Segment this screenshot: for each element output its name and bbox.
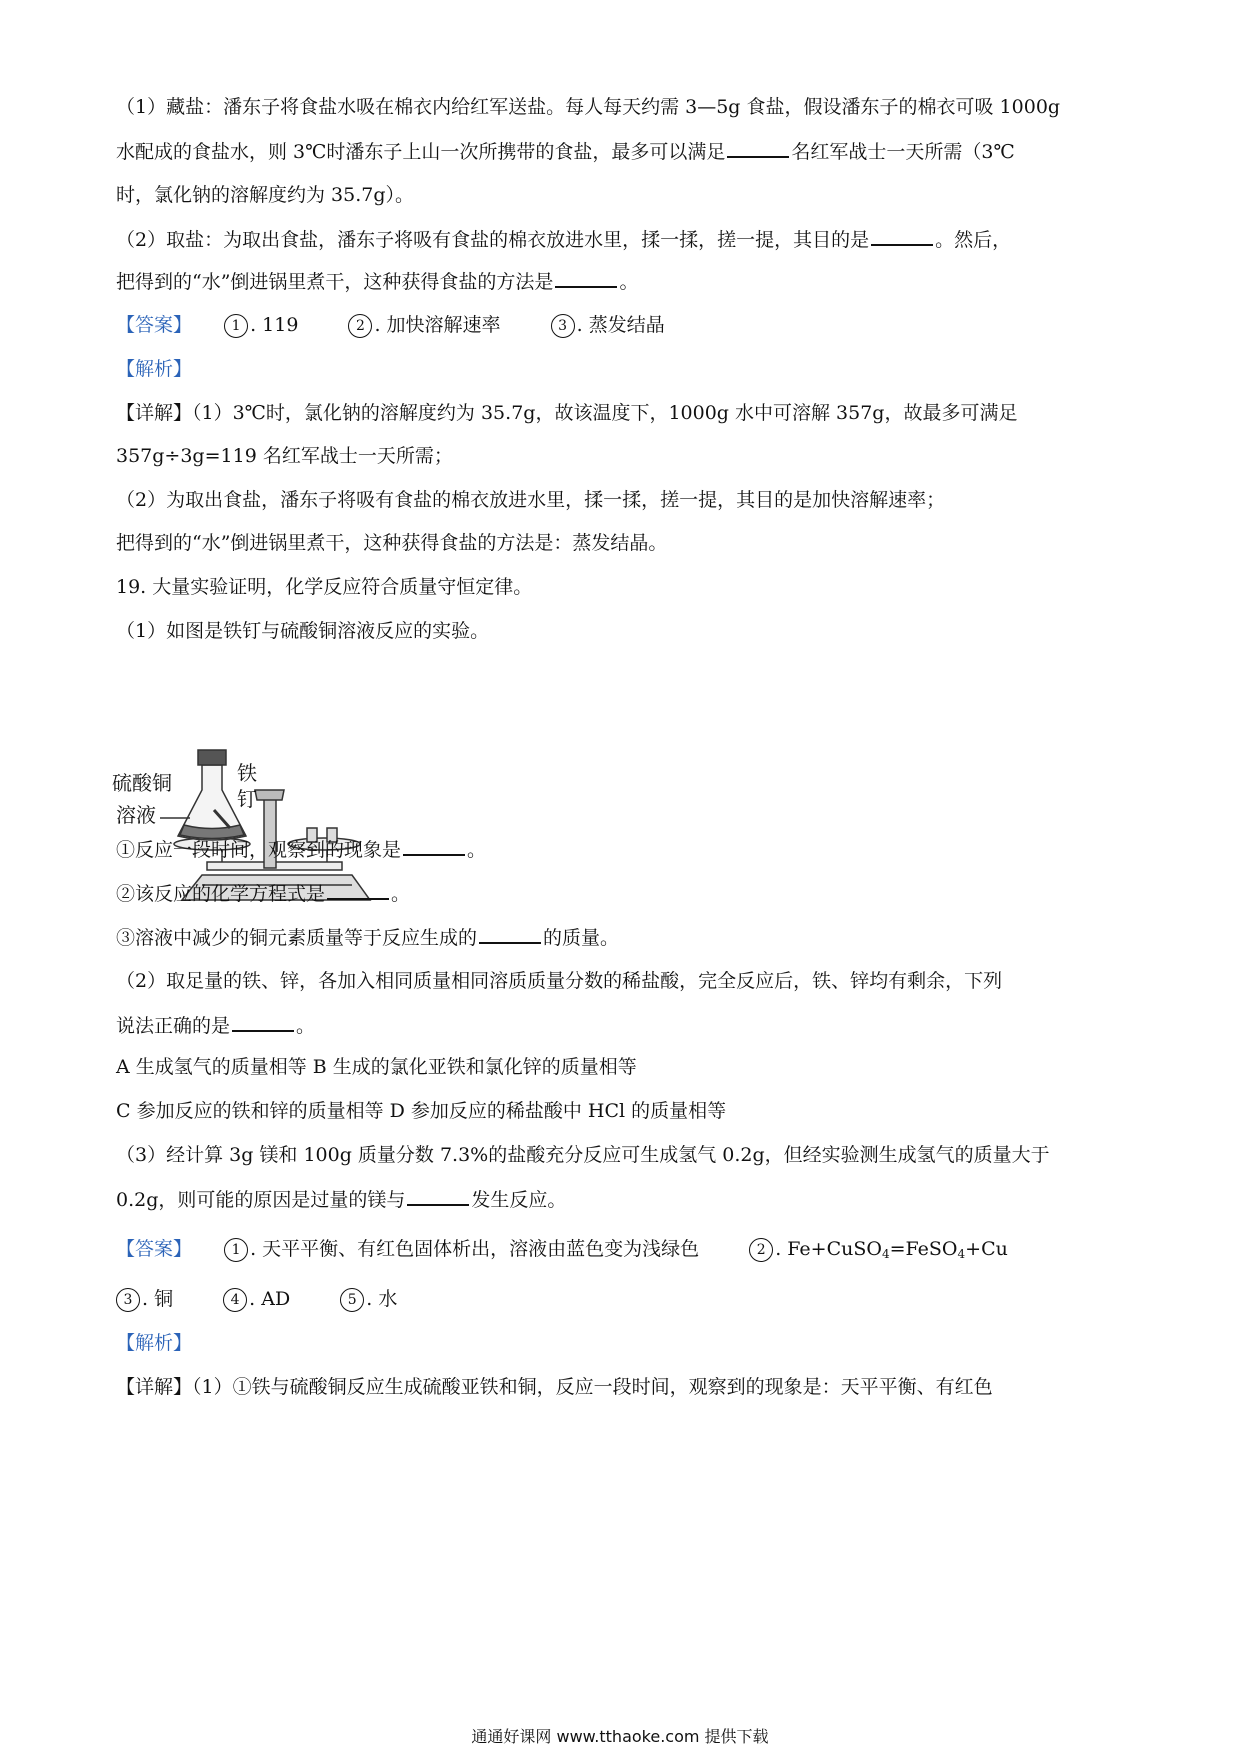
answer-blank[interactable]: [555, 266, 617, 288]
figure-label: 钉: [237, 787, 257, 811]
q18-answer-line: [116, 310, 1130, 340]
text: 把得到的“水”倒进锅里煮干，这种获得食盐的方法是: [116, 271, 554, 293]
page-footer: 通通好课网 www.tthaoke.com 提供下载: [471, 1727, 769, 1746]
q18-part2-line2: [116, 266, 1130, 297]
answer-blank[interactable]: [407, 1184, 469, 1206]
q19-answer-line2: [116, 1284, 1130, 1314]
q18-part1-line2: [116, 136, 1130, 167]
answer-text: . 加快溶解速率: [374, 314, 501, 336]
answer-text: . 119: [250, 314, 299, 336]
answer-item: [224, 314, 298, 336]
subscript: 4: [957, 1247, 966, 1261]
q19-part2-line2: [116, 1010, 1130, 1041]
q19-analysis-tag: [116, 1328, 1130, 1358]
text: 。: [296, 1015, 316, 1037]
answer-text: . 水: [366, 1288, 398, 1310]
text: 。然后，: [935, 229, 1012, 251]
answer-item: [348, 314, 500, 336]
circled-number: 2: [348, 314, 372, 338]
q18-detail-line2: 357g÷3g=119 名红军战士一天所需；: [116, 445, 453, 467]
answer-blank[interactable]: [403, 834, 465, 856]
answer-item: [340, 1288, 397, 1310]
subscript: 4: [881, 1247, 890, 1261]
q19-options-ab: A 生成氢气的质量相等 B 生成的氯化亚铁和氯化锌的质量相等: [116, 1056, 637, 1078]
text: （2）取盐：为取出食盐，潘东子将吸有食盐的棉衣放进水里，揉一揉，搓一提，其目的是: [116, 229, 870, 251]
q18-part1-line3: 时，氯化钠的溶解度约为 35.7g）。: [116, 184, 415, 206]
q18-part1-line1: （1）藏盐：潘东子将食盐水吸在棉衣内给红军送盐。每人每天约需 3—5g 食盐，假设潘东子的棉衣可吸 1000g: [116, 96, 1061, 118]
circled-number: 4: [223, 1288, 247, 1312]
answer-text: . Fe+CuSO: [775, 1238, 882, 1260]
text: ②该反应的化学方程式是: [116, 883, 326, 905]
q19-part3-line1: （3）经计算 3g 镁和 100g 质量分数 7.3%的盐酸充分反应可生成氢气 0.2g，但经实验测生成氢气的质量大于: [116, 1144, 1050, 1166]
text: 名红军战士一天所需（3℃: [791, 141, 1015, 163]
answer-tag: 【答案】: [116, 1238, 193, 1260]
answer-item: [551, 314, 665, 336]
text: 0.2g，则可能的原因是过量的镁与: [116, 1189, 406, 1211]
answer-tag: 【答案】: [116, 314, 193, 336]
answer-text: +Cu: [965, 1238, 1008, 1260]
q19-detail-line1: 【详解】（1）①铁与硫酸铜反应生成硫酸亚铁和铜，反应一段时间，观察到的现象是：天平平衡、有红色: [116, 1376, 993, 1398]
text: 。: [391, 883, 411, 905]
q19-answer-line1: [116, 1234, 1130, 1269]
text: ③溶液中减少的铜元素质量等于反应生成的: [116, 927, 478, 949]
q18-analysis-tag: [116, 354, 1130, 384]
text: 水配成的食盐水，则 3℃时潘东子上山一次所携带的食盐，最多可以满足: [116, 141, 726, 163]
q18-detail-line4: 把得到的“水”倒进锅里煮干，这种获得食盐的方法是：蒸发结晶。: [116, 532, 668, 554]
answer-text: . 蒸发结晶: [576, 314, 665, 336]
flask-stopper: [198, 750, 226, 765]
q19-options-cd: C 参加反应的铁和锌的质量相等 D 参加反应的稀盐酸中 HCl 的质量相等: [116, 1100, 727, 1122]
answer-item: [116, 1288, 173, 1310]
answer-text: . AD: [249, 1288, 291, 1310]
circled-number: 3: [551, 314, 575, 338]
figure-label: 硫酸铜: [112, 771, 172, 795]
q19-title: 19. 大量实验证明，化学反应符合质量守恒定律。: [116, 576, 533, 598]
q19-sub1: [116, 834, 1130, 865]
column-top: [255, 790, 284, 800]
answer-item: [224, 1238, 699, 1260]
text: ①反应一段时间，观察到的现象是: [116, 839, 402, 861]
answer-item: [223, 1288, 290, 1310]
answer-text: . 天平平衡、有红色固体析出，溶液由蓝色变为浅绿色: [250, 1238, 700, 1260]
figure-label: 铁: [237, 761, 257, 785]
text: 的质量。: [543, 927, 620, 949]
circled-number: 3: [116, 1288, 140, 1312]
q19-part2-line1: （2）取足量的铁、锌，各加入相同质量相同溶质质量分数的稀盐酸，完全反应后，铁、锌均有剩余，下列: [116, 970, 1003, 992]
circled-number: 2: [749, 1238, 773, 1262]
answer-blank[interactable]: [232, 1010, 294, 1032]
text: 说法正确的是: [116, 1015, 231, 1037]
figure-label: 溶液: [116, 803, 156, 827]
answer-blank[interactable]: [727, 136, 789, 158]
q19-sub2: [116, 878, 1130, 909]
q18-detail-line1: 【详解】（1）3℃时，氯化钠的溶解度约为 35.7g，故该温度下，1000g 水中可溶解 357g，故最多可满足: [116, 402, 1018, 424]
answer-blank[interactable]: [479, 922, 541, 944]
q18-part2-line1: [116, 224, 1130, 255]
text: 发生反应。: [471, 1189, 567, 1211]
circled-number: 5: [340, 1288, 364, 1312]
answer-text: =FeSO: [889, 1238, 958, 1260]
q18-detail-line3: （2）为取出食盐，潘东子将吸有食盐的棉衣放进水里，揉一揉，搓一提，其目的是加快溶解速率；: [116, 489, 946, 511]
q19-part1: （1）如图是铁钉与硫酸铜溶液反应的实验。: [116, 620, 490, 642]
answer-blank[interactable]: [871, 224, 933, 246]
text: 。: [619, 271, 639, 293]
answer-item: [749, 1238, 1008, 1260]
q19-sub3: [116, 922, 1130, 953]
q19-part3-line2: [116, 1184, 1130, 1215]
analysis-tag: 【解析】: [116, 358, 193, 380]
answer-blank[interactable]: [327, 878, 389, 900]
circled-number: 1: [224, 1238, 248, 1262]
text: 。: [467, 839, 487, 861]
analysis-tag: 【解析】: [116, 1332, 193, 1354]
circled-number: 1: [224, 314, 248, 338]
answer-text: . 铜: [142, 1288, 174, 1310]
